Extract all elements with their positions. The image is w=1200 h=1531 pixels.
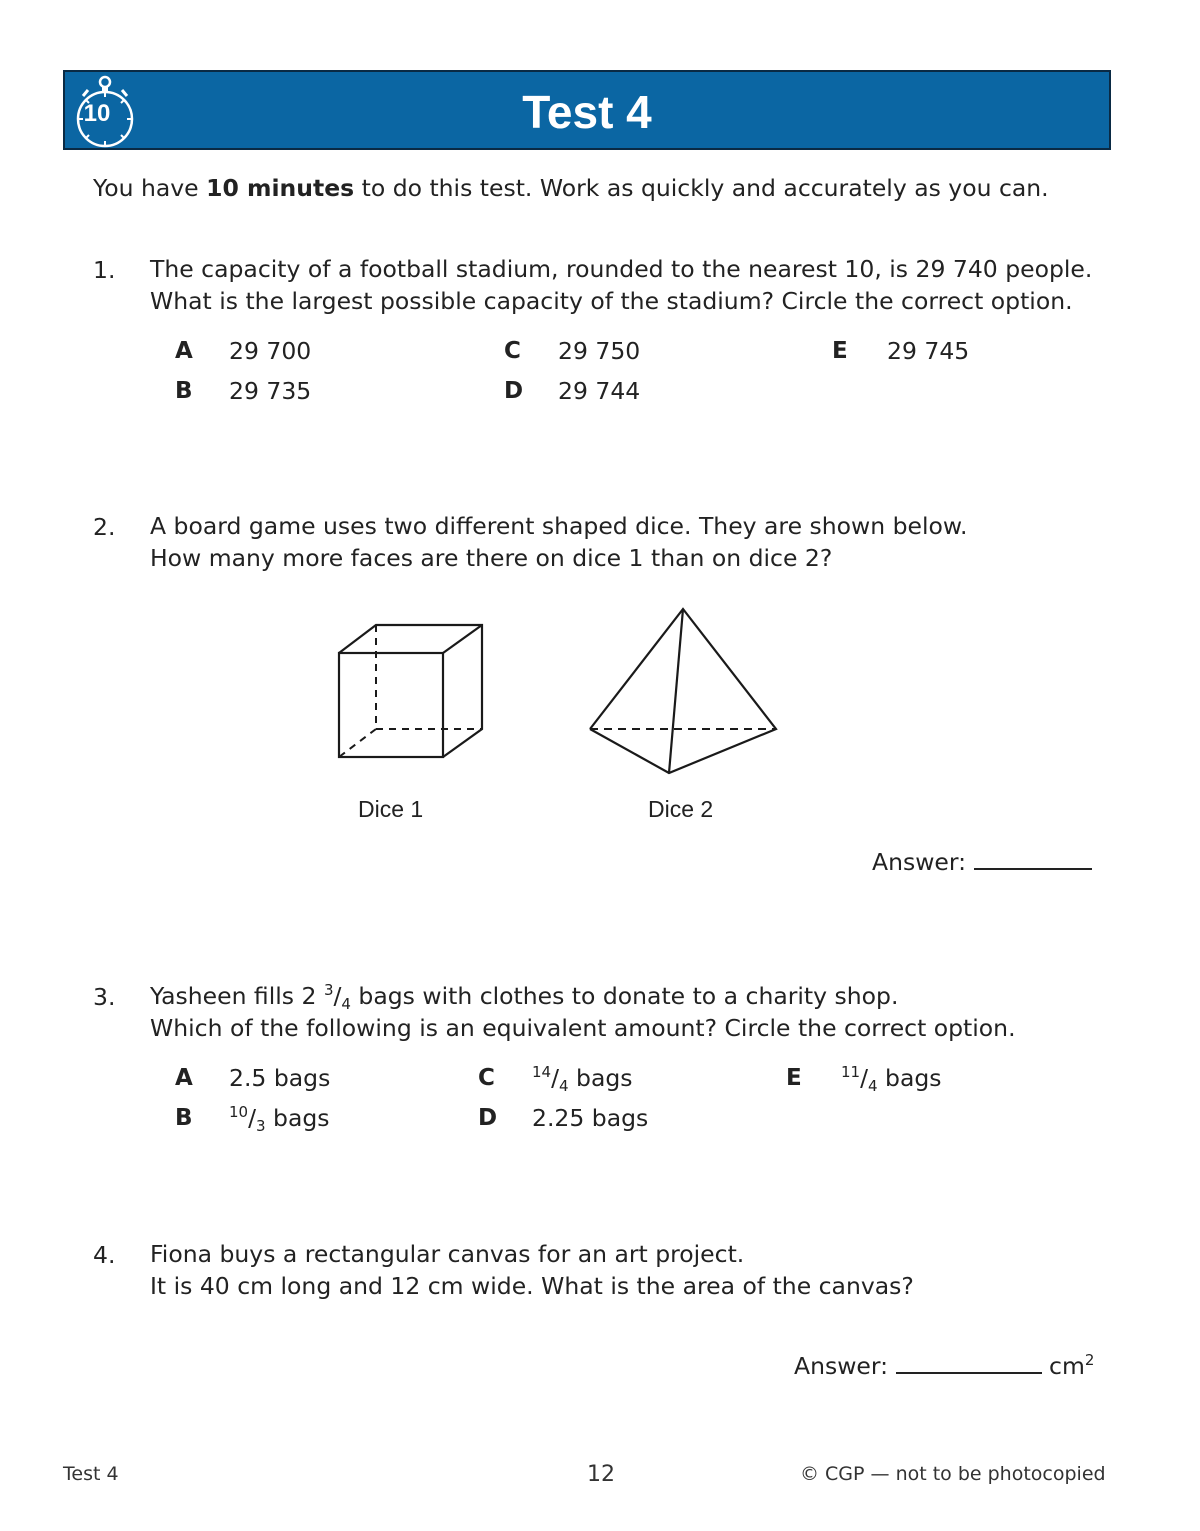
q1-option-e-letter[interactable]: E: [832, 338, 848, 364]
q3-line2: Which of the following is an equivalent amount? Circle the correct option.: [150, 1014, 1016, 1042]
q1-line1: The capacity of a football stadium, rounded to the nearest 10, is 29 740 people.: [150, 255, 1093, 283]
timer-minutes: 10: [83, 100, 111, 127]
q4-line1: Fiona buys a rectangular canvas for an art project.: [150, 1240, 745, 1268]
dice1-label: Dice 1: [358, 796, 424, 822]
cube-diagram: [330, 615, 495, 765]
pyramid-diagram: [585, 605, 785, 780]
q4-answer-unit: $cm^2$: [1049, 1351, 1095, 1380]
q1-option-c-value[interactable]: 29 750: [558, 337, 641, 365]
q4-answer-line[interactable]: [896, 1372, 1042, 1374]
q1-option-d-letter[interactable]: D: [504, 378, 524, 404]
q2-answer-label: Answer:: [872, 848, 967, 876]
q3-option-b-value[interactable]: $^{10}/_3$ bags: [229, 1103, 330, 1135]
q3-option-a-value[interactable]: 2.5 bags: [229, 1064, 331, 1092]
q3-option-a-letter[interactable]: A: [175, 1065, 193, 1091]
page-title: Test 4: [522, 86, 652, 138]
q4-answer: [794, 1344, 1094, 1382]
q1-option-b-letter[interactable]: B: [175, 378, 193, 404]
q1-option-d-value[interactable]: 29 744: [558, 377, 641, 405]
q3-number: 3.: [93, 983, 116, 1011]
q3-option-c-letter[interactable]: C: [478, 1065, 495, 1091]
q3-option-b-letter[interactable]: B: [175, 1105, 193, 1131]
q4-number: 4.: [93, 1241, 116, 1269]
q3-option-e-letter[interactable]: E: [786, 1065, 802, 1091]
q1-option-a-value[interactable]: 29 700: [229, 337, 312, 365]
dice2-label: Dice 2: [648, 796, 714, 822]
q1-option-c-letter[interactable]: C: [504, 338, 521, 364]
q4-answer-label: Answer:: [794, 1351, 889, 1380]
q1-number: 1.: [93, 256, 116, 284]
intro-text: You have 10 minutes to do this test. Work as quickly and accurately as you can.: [93, 174, 1049, 202]
q1-line2: What is the largest possible capacity of the stadium? Circle the correct option.: [150, 287, 1073, 315]
q1-option-a-letter[interactable]: A: [175, 338, 193, 364]
q4-line2: It is 40 cm long and 12 cm wide. What is the area of the canvas?: [150, 1272, 914, 1300]
q1-option-e-value[interactable]: 29 745: [887, 337, 970, 365]
header-banner: [63, 70, 1111, 150]
page-number: 12: [587, 1462, 615, 1487]
q2-line2: How many more faces are there on dice 1 than on dice 2?: [150, 544, 833, 572]
q3-line1: Yasheen fills 2 $^3/_4$ bags with clothes to donate to a charity shop.: [150, 981, 899, 1013]
footer-test-label: Test 4: [63, 1463, 119, 1485]
q2-number: 2.: [93, 513, 116, 541]
q3-option-d-value[interactable]: 2.25 bags: [532, 1104, 649, 1132]
q2-line1: A board game uses two different shaped dice. They are shown below.: [150, 512, 968, 540]
q1-option-b-value[interactable]: 29 735: [229, 377, 312, 405]
q3-option-e-value[interactable]: $^{11}/_4$ bags: [841, 1063, 942, 1095]
q2-answer: [872, 846, 1092, 878]
copyright-notice: © CGP — not to be photocopied: [800, 1463, 1106, 1485]
q3-option-d-letter[interactable]: D: [478, 1105, 498, 1131]
q3-option-c-value[interactable]: $^{14}/_4$ bags: [532, 1063, 633, 1095]
q2-answer-line[interactable]: [974, 868, 1092, 870]
